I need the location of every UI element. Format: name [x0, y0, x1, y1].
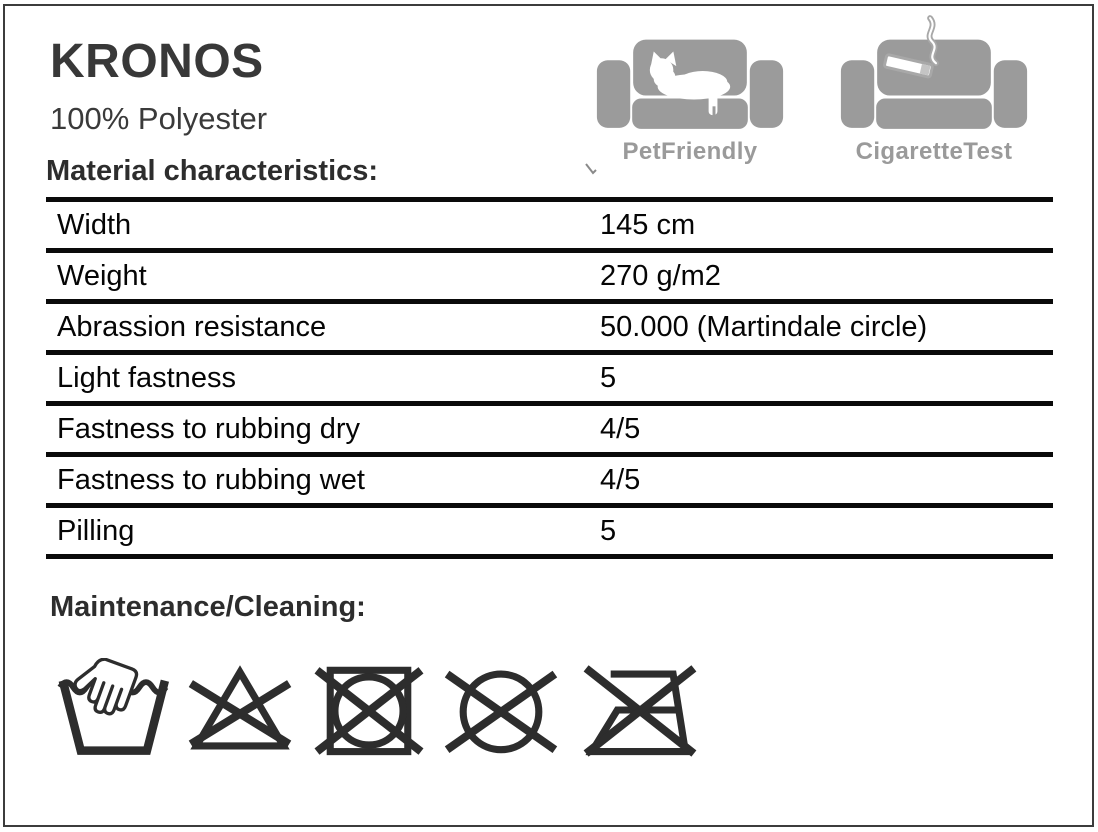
row-label: Width [57, 208, 132, 241]
characteristics-table [46, 197, 1053, 559]
do-not-tumble-dry-icon [311, 658, 427, 762]
row-value: 50.000 (Martindale circle) [600, 310, 928, 343]
care-symbols-row [53, 658, 705, 762]
cigarette-test-sofa-icon [836, 14, 1032, 132]
row-value: 270 g/m2 [600, 259, 721, 292]
do-not-bleach-icon [182, 658, 298, 762]
badge-row [590, 14, 1034, 166]
stray-mark [584, 162, 598, 181]
do-not-iron-icon [575, 658, 705, 762]
pet-friendly-sofa-icon [592, 14, 788, 132]
row-label: Abrassion resistance [57, 310, 327, 343]
product-composition: 100% Polyester [50, 101, 268, 136]
table-row [46, 197, 1053, 248]
row-value: 4/5 [600, 463, 641, 496]
table-row [46, 452, 1053, 503]
maintenance-heading: Maintenance/Cleaning: [50, 591, 366, 623]
table-row [46, 350, 1053, 401]
table-row [46, 401, 1053, 452]
row-value: 5 [600, 361, 617, 394]
cigarette-test-label: CigaretteTest [855, 138, 1013, 165]
do-not-dry-clean-icon [440, 658, 562, 762]
row-label: Light fastness [57, 361, 236, 394]
characteristics-heading: Material characteristics: [46, 155, 379, 187]
hand-shape [69, 658, 139, 720]
row-label: Pilling [57, 514, 135, 547]
table-row [46, 299, 1053, 350]
row-label: Fastness to rubbing wet [57, 463, 365, 496]
pet-friendly-label: PetFriendly [622, 138, 758, 165]
row-label: Fastness to rubbing dry [57, 412, 361, 445]
page-title: KRONOS [50, 35, 264, 88]
table-row [46, 248, 1053, 299]
title-block [50, 35, 268, 137]
cigarette-test-badge [834, 14, 1034, 166]
pet-friendly-badge [590, 14, 790, 166]
row-value: 145 cm [600, 208, 696, 241]
table-row [46, 503, 1053, 559]
row-value: 5 [600, 514, 617, 547]
row-value: 4/5 [600, 412, 641, 445]
row-label: Weight [57, 259, 147, 292]
hand-wash-icon [53, 658, 169, 762]
